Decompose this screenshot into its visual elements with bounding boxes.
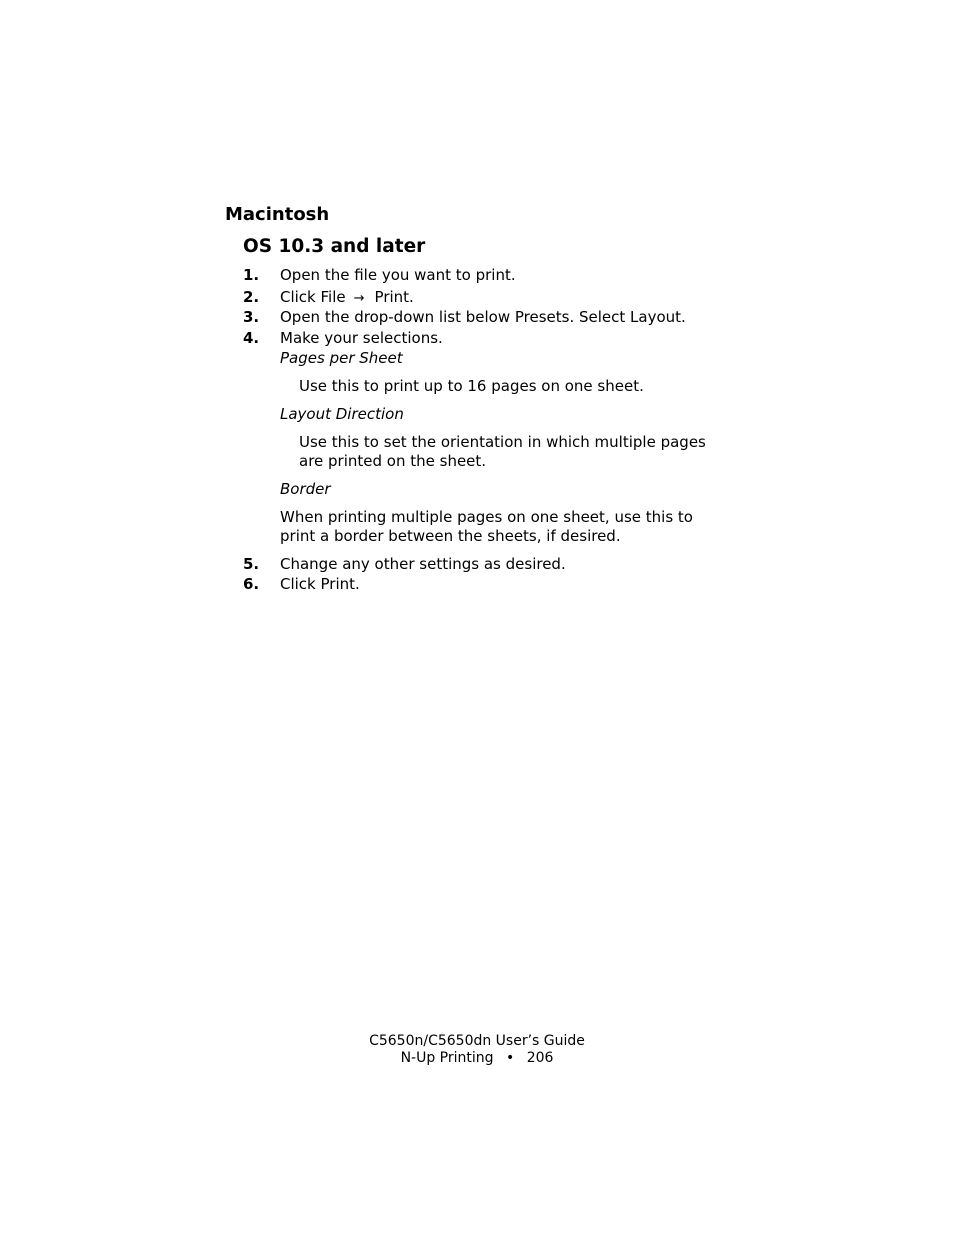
option-title: Pages per Sheet — [280, 349, 403, 367]
option-description: Use this to print up to 16 pages on one sheet. — [299, 377, 644, 395]
option-description: are printed on the sheet. — [299, 452, 487, 470]
option-title: Border — [280, 480, 331, 498]
page-number: 206 — [526, 1050, 554, 1066]
subsection-heading: OS 10.3 and later — [243, 236, 426, 257]
arrow-right-icon: → — [353, 291, 365, 306]
step-text-before: Click File — [280, 288, 346, 306]
option-description: Use this to set the orientation in which multiple pages — [299, 433, 706, 451]
step-text: Make your selections. — [280, 329, 443, 347]
option-description: When printing multiple pages on one sheet, use this to — [280, 508, 693, 526]
step-text: Open the drop-down list below Presets. Select Layout. — [280, 308, 686, 326]
step-number: 1. — [243, 266, 260, 284]
step-number: 6. — [243, 575, 260, 593]
step-text: Change any other settings as desired. — [280, 555, 566, 573]
option-title: Layout Direction — [280, 405, 404, 423]
step-number: 4. — [243, 329, 260, 347]
option-description: print a border between the sheets, if desired. — [280, 527, 621, 545]
step-number: 3. — [243, 308, 260, 326]
section-heading: Macintosh — [225, 204, 330, 225]
step-text: Click Print. — [280, 575, 360, 593]
step-number: 5. — [243, 555, 260, 573]
footer-section: N-Up Printing — [400, 1050, 494, 1066]
bullet-icon: • — [505, 1050, 515, 1066]
footer-guide-title: C5650n/C5650dn User’s Guide — [369, 1033, 585, 1049]
footer-page-info — [327, 1050, 627, 1067]
step-text: Open the file you want to print. — [280, 266, 516, 284]
step-text — [280, 287, 414, 309]
step-text-after: Print. — [374, 288, 414, 306]
step-number: 2. — [243, 288, 260, 306]
